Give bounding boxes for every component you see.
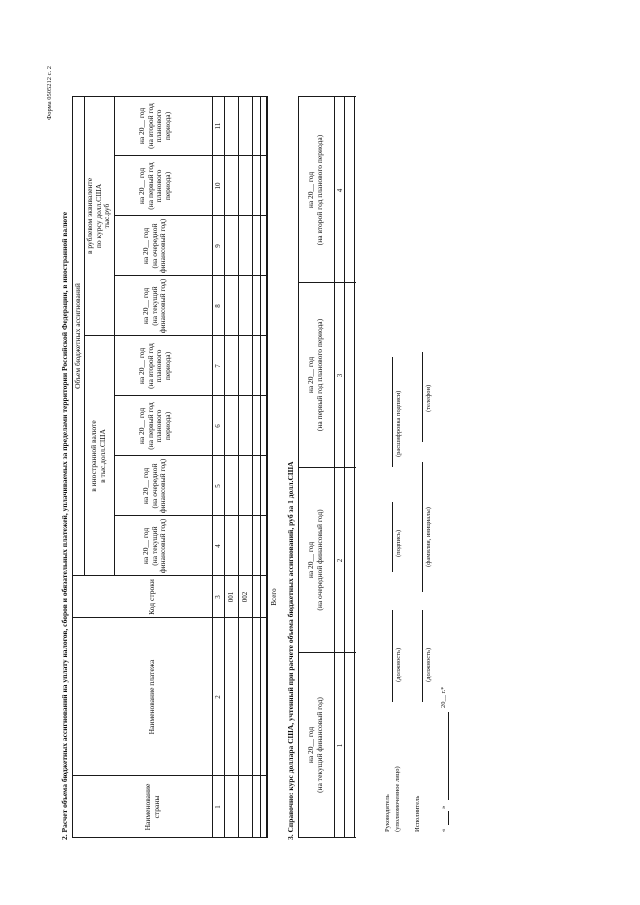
year-col-current-rub: на 20__ год (на текущий финансовый год) [141,278,167,334]
head-label: Руководитель [384,794,391,832]
rate-col-next: на 20__ год (на очередной финансовый год) [306,509,324,611]
col-number: 7 [214,364,222,368]
year-col-next-foreign: на 20__ год (на очередной финансовый год) [141,458,167,514]
executor-position-line [422,610,423,702]
year-col-next-rub: на 20__ год (на очередной финансовый год) [141,218,167,274]
rate-col-number: 3 [336,373,344,378]
col-number: 2 [214,695,222,699]
executor-name-line [422,462,423,592]
year-col-plan2-rub: на 20__ год (на второй год планового периода) [137,103,172,149]
col-number: 5 [214,484,222,488]
date-quote-open: « [440,828,447,832]
year-col-current-foreign: на 20__ год (на текущий финансовый год) [141,518,167,574]
head-decoding-caption: (расшифровка подписи) [395,390,402,457]
executor-phone-line [422,352,423,442]
total-label: Всего [270,588,278,606]
executor-position-caption: (должность) [425,647,432,682]
head-signature-line [392,502,393,572]
rate-col-number: 4 [336,188,344,193]
col-number: 4 [214,544,222,548]
date-year: 20__ г.* [440,686,447,708]
col-number: 1 [214,805,222,809]
head-position-caption: (должность) [395,647,402,682]
col-number: 10 [214,182,222,190]
exchange-rate-table [298,96,356,838]
rate-col-plan2: на 20__ год (на второй год планового периода) [306,134,324,246]
section3-title: 3. Справочно: курс доллара США, учтенный при расчете объема бюджетных ассигнований, руб за 1 долл.США [286,461,295,840]
col-payment-header: Наименование платежа [147,659,156,735]
col-number: 11 [214,122,222,130]
volume-group-header: Объем бюджетных ассигнований [73,283,82,389]
col-country-header: Наименование страны [143,783,161,831]
foreign-currency-subheader: в иностранной валюте в тыс.долл.США [89,420,107,492]
year-col-plan2-foreign: на 20__ год (на второй год планового периода) [137,343,172,389]
row-code: 002 [241,591,249,603]
year-col-plan1-rub: на 20__ год (на первый год планового периода) [137,162,172,210]
ruble-equivalent-subheader: в рублевом эквиваленте по курсу долл.США тыс.руб [85,177,111,255]
col-number: 9 [214,244,222,248]
col-number: 6 [214,424,222,428]
budget-allocation-table [72,96,278,838]
rate-col-current: на 20__ год (на текущий финансовый год) [306,697,324,793]
col-number: 8 [214,304,222,308]
date-quote-close: » [440,805,447,809]
rate-col-number: 1 [336,743,344,748]
rate-col-number: 2 [336,558,344,563]
form-code: Форма 0505212 с. 2 [46,66,53,120]
executor-name-caption: (фамилия, инициалы) [425,507,432,567]
section2-title: 2. Расчет объема бюджетных ассигнований на уплату налогов, сборов и обязательных платежей, уплачиваемых за пределами территории Российской Федерации, в иностранной валюте [60,211,69,840]
head-position-line [392,610,393,702]
executor-label: Исполнитель [414,795,421,832]
date-day-line [448,811,449,825]
row-code: 001 [227,591,235,603]
executor-phone-caption: (телефон) [425,384,432,412]
head-sub-label: (уполномоченное лицо) [394,766,401,832]
head-signature-caption: (подпись) [395,530,402,557]
year-col-plan1-foreign: на 20__ год (на первый год планового периода) [137,402,172,450]
date-month-line [448,712,449,800]
col-code-header: Код строки [147,579,156,615]
head-decoding-line [392,357,393,467]
col-number: 3 [214,595,222,599]
rate-col-plan1: на 20__ год (на первый год планового периода) [306,318,324,432]
rotated-form-page [40,52,600,852]
